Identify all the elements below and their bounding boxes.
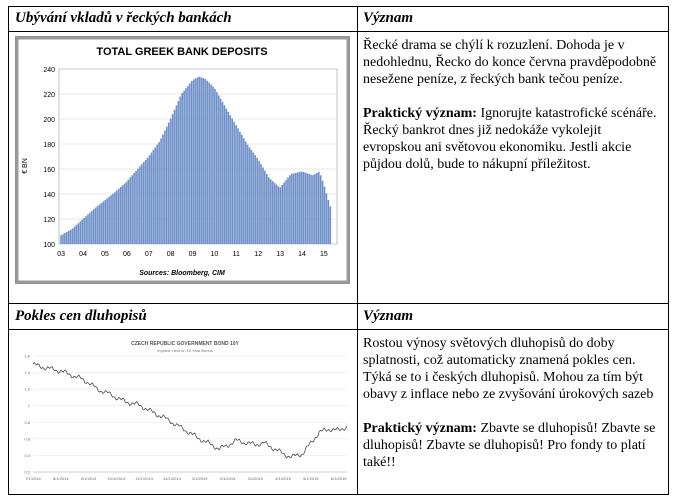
deposit-bar [170, 119, 172, 244]
deposits-meaning [363, 37, 659, 190]
deposit-bar [266, 174, 268, 244]
deposit-bar [247, 145, 249, 244]
deposit-bar [299, 172, 301, 244]
deposit-bar [137, 169, 139, 244]
deposit-bar [289, 175, 291, 244]
deposit-bar [64, 233, 66, 244]
deposit-bar [297, 172, 299, 244]
x-tick-label: 13 [276, 251, 284, 258]
deposit-bar [129, 177, 131, 244]
x-tick-label: 10/1/2014 [107, 476, 126, 481]
deposit-bar [153, 150, 155, 244]
deposit-bar [60, 235, 62, 244]
deposit-bar [270, 179, 272, 244]
deposit-bar [135, 171, 137, 244]
deposit-bar [68, 231, 70, 244]
deposit-bar [120, 187, 122, 244]
bond-chart-title: CZECH REPUBLIC GOVERNMENT BOND 10Y [131, 341, 239, 347]
deposit-bar [283, 182, 285, 244]
deposit-bar [101, 203, 103, 244]
x-tick-label: 08 [166, 251, 175, 258]
deposit-bar [76, 225, 78, 244]
deposit-bar [87, 214, 89, 244]
deposit-bar [97, 206, 99, 244]
deposits-chart-svg [15, 36, 350, 284]
deposit-bar [151, 153, 153, 244]
x-tick-label: 12 [254, 251, 263, 258]
x-tick-label: 03 [57, 251, 66, 258]
deposit-bar [303, 172, 305, 244]
deposit-bar [158, 142, 160, 244]
deposit-bar [141, 164, 143, 244]
deposit-bar [306, 173, 308, 244]
y-tick-label: 140 [43, 192, 55, 199]
y-tick-label: 200 [43, 117, 55, 124]
deposit-bar [268, 177, 270, 244]
bonds-text: Rostou výnosy světových dluhopisů do doby splatnosti, což automaticky znamená pokles cen. Týká se to i českých dluhopisů. Mohou za tím být obavy z inflace nebo ze zvyšování úrokových sazeb [363, 336, 654, 402]
deposit-bar [147, 158, 149, 244]
x-tick-label: 04 [79, 251, 87, 258]
deposit-bar [93, 209, 95, 244]
deposit-bar [143, 162, 145, 244]
deposit-bar [183, 91, 185, 244]
deposit-bar [253, 153, 255, 244]
deposit-bar [85, 216, 87, 244]
deposit-bar [118, 189, 120, 244]
deposit-bar [312, 175, 314, 244]
deposit-bar [110, 195, 112, 244]
y-tick-label: 1.6 [24, 353, 30, 359]
deposit-bar [208, 83, 210, 244]
deposit-bar [304, 173, 306, 244]
deposit-bar [233, 122, 235, 244]
deposit-bar [156, 145, 158, 244]
y-tick-label: 180 [43, 142, 55, 149]
bond-chart-subtitle: Implied Yield on 10 Year Bonds [157, 348, 213, 353]
deposit-bar [206, 81, 208, 244]
deposit-bar [326, 193, 328, 244]
deposit-bar [114, 192, 116, 244]
y-tick-label: 0.6 [24, 436, 30, 442]
deposit-bar [168, 123, 170, 244]
deposit-bar [203, 78, 205, 244]
deposit-bar [193, 79, 195, 244]
deposit-bar [201, 77, 203, 244]
deposit-bar [256, 158, 258, 244]
deposit-bar [228, 112, 230, 244]
bonds-practical [363, 420, 663, 471]
meaning-heading: Význam [363, 10, 414, 26]
deposit-bar [243, 138, 245, 244]
deposit-bar [295, 173, 297, 244]
x-tick-label: 7/1/2014 [25, 476, 41, 481]
deposit-bar [91, 211, 93, 244]
deposit-bar [214, 89, 216, 244]
deposit-bar [197, 77, 199, 244]
deposit-bar [291, 174, 293, 244]
deposit-bar [162, 134, 164, 244]
deposit-bar [99, 205, 101, 245]
deposit-bar [181, 93, 183, 244]
deposit-bar [251, 150, 253, 244]
deposit-bar [310, 175, 312, 244]
deposit-bar [199, 77, 201, 244]
deposit-bar [179, 97, 181, 244]
deposit-bar [79, 221, 81, 244]
deposit-bar [320, 175, 322, 244]
deposit-bar [216, 92, 218, 244]
x-tick-label: 07 [144, 251, 153, 258]
deposit-bar [185, 88, 187, 244]
x-tick-label: 3/1/2015 [247, 476, 264, 481]
y-tick-label: 1.4 [24, 370, 30, 376]
practical-text: Ignorujte katastrofické scénáře. Řecký bankrot dnes již nedokáže vykolejit evropskou ani světovou ekonomiku. Jestli akcie půjdou dolů, bude to nákupní příležitost. [363, 106, 657, 172]
section-heading-deposits: Ubývání vkladů v řeckých bankách [15, 10, 232, 26]
deposit-bar [329, 207, 331, 245]
deposit-bar [72, 228, 74, 244]
deposit-bar [116, 191, 118, 244]
x-tick-label: 15 [319, 251, 328, 258]
x-tick-label: 4/1/2015 [275, 476, 291, 481]
x-tick-label: 14 [298, 251, 306, 258]
deposit-bar [95, 208, 97, 244]
deposit-bar [272, 181, 274, 244]
deposit-bar [83, 218, 85, 244]
bonds-meaning [363, 335, 663, 488]
deposit-bar [224, 105, 226, 244]
x-tick-label: 8/1/2014 [52, 476, 69, 481]
deposit-bar [89, 213, 91, 244]
deposit-bar [316, 173, 318, 244]
deposit-bar [249, 147, 251, 244]
deposit-bar [229, 115, 231, 244]
x-tick-label: 5/1/2015 [303, 476, 319, 481]
deposits-text: Řecké drama se chýlí k rozuzlení. Dohoda je v nedohlednu, Řecko do konce června pravděpodobně nesežene peníze, z řeckých bank tečou peníze. [363, 38, 657, 87]
deposit-bar [293, 173, 295, 244]
deposit-bar [264, 171, 266, 244]
y-tick-label: 0.8 [24, 419, 30, 425]
x-tick-label: 9/1/2014 [80, 476, 97, 481]
deposit-bar [160, 138, 162, 244]
deposit-bar [262, 167, 264, 244]
deposit-bar [154, 147, 156, 244]
deposit-bar [62, 234, 64, 244]
y-tick-label: 160 [43, 167, 55, 174]
row-divider [9, 303, 668, 304]
deposit-bar [131, 175, 133, 244]
x-tick-label: 2/1/2015 [219, 476, 236, 481]
deposit-bar [226, 109, 228, 244]
deposit-bar [258, 161, 260, 244]
deposit-bar [124, 184, 126, 244]
deposit-bar [278, 186, 280, 244]
x-tick-label: 12/1/2014 [163, 476, 181, 481]
deposit-bar [108, 197, 110, 244]
deposit-bar [149, 155, 151, 244]
deposit-bar [139, 166, 141, 244]
deposit-bar [324, 187, 326, 244]
deposit-bar [254, 155, 256, 244]
deposit-bar [133, 173, 135, 244]
practical-label: Praktický význam: [363, 421, 477, 436]
deposit-bar [245, 142, 247, 244]
y-tick-label: 220 [43, 92, 55, 99]
bond-chart-svg [15, 334, 351, 486]
deposit-bar [222, 102, 224, 244]
deposit-bar [172, 114, 174, 244]
deposit-bar [239, 132, 241, 244]
deposit-bar [187, 86, 189, 244]
deposit-bar [204, 79, 206, 244]
deposit-bar [70, 230, 72, 244]
y-tick-label: 1 [27, 403, 30, 409]
deposit-bar [260, 164, 262, 244]
deposit-bar [231, 118, 233, 244]
chart-source: Sources: Bloomberg, CIM [139, 270, 225, 277]
deposits-chart [15, 36, 350, 284]
deposits-practical [363, 105, 659, 173]
deposit-bar [81, 220, 83, 244]
chart-title: TOTAL GREEK BANK DEPOSITS [96, 46, 268, 58]
x-tick-label: 06 [122, 251, 131, 258]
deposit-bar [220, 99, 222, 244]
meaning-heading: Význam [363, 308, 414, 324]
deposit-bar [74, 227, 76, 244]
deposit-bar [104, 200, 106, 244]
y-tick-label: 1.2 [24, 386, 30, 392]
deposit-bar [241, 135, 243, 244]
deposit-bar [128, 180, 130, 244]
deposit-bar [103, 201, 105, 244]
bond-chart [15, 334, 351, 486]
deposit-bar [301, 172, 303, 244]
deposit-bar [285, 180, 287, 244]
x-tick-label: 11 [232, 251, 240, 258]
y-tick-label: 0.2 [24, 469, 30, 475]
deposit-bar [189, 83, 191, 244]
x-tick-label: 09 [188, 251, 197, 258]
deposit-bar [126, 182, 128, 244]
deposit-bar [281, 185, 283, 244]
deposit-bar [112, 194, 114, 244]
x-tick-label: 10 [210, 251, 219, 258]
deposit-bar [212, 86, 214, 244]
row-divider [9, 329, 668, 330]
y-axis-label: € BN [22, 158, 29, 174]
x-tick-label: 6/1/2015 [330, 476, 347, 481]
deposit-bar [78, 223, 80, 244]
deposit-bar [210, 85, 212, 244]
deposit-bar [314, 174, 316, 244]
content-table [8, 6, 669, 495]
deposit-bar [145, 160, 147, 244]
y-tick-label: 240 [43, 67, 55, 74]
x-tick-label: 1/1/2015 [191, 476, 208, 481]
deposit-bar [287, 178, 289, 244]
deposit-bar [66, 232, 68, 244]
practical-text: Zbavte se dluhopisů! Zbavte se dluhopisů! Zbavte se dluhopisů! Pro fondy to platí také!! [363, 421, 656, 470]
deposit-bar [276, 185, 278, 244]
y-tick-label: 0.4 [24, 452, 30, 458]
deposit-bar [195, 78, 197, 244]
practical-label: Praktický význam: [363, 106, 477, 121]
deposit-bar [274, 183, 276, 244]
deposit-bar [235, 125, 237, 244]
deposit-bar [122, 185, 124, 244]
deposit-bar [308, 174, 310, 244]
yield-line [33, 363, 347, 458]
deposit-bar [166, 127, 168, 244]
deposit-bar [106, 198, 108, 244]
deposit-bar [218, 95, 220, 244]
deposit-bar [279, 187, 281, 244]
deposit-bar [328, 200, 330, 244]
deposit-bar [318, 172, 320, 244]
deposit-bar [176, 105, 178, 244]
deposit-bar [174, 110, 176, 244]
deposit-bar [322, 181, 324, 244]
row-divider [9, 31, 668, 32]
y-tick-label: 100 [43, 242, 55, 249]
column-divider [357, 7, 358, 494]
y-tick-label: 120 [43, 217, 55, 224]
deposit-bar [164, 131, 166, 244]
deposit-bar [237, 128, 239, 244]
deposit-bar [178, 101, 180, 244]
x-tick-label: 11/1/2014 [135, 476, 153, 481]
deposit-bar [191, 81, 193, 244]
section-heading-bonds: Pokles cen dluhopisů [15, 308, 147, 324]
x-tick-label: 05 [101, 251, 109, 258]
